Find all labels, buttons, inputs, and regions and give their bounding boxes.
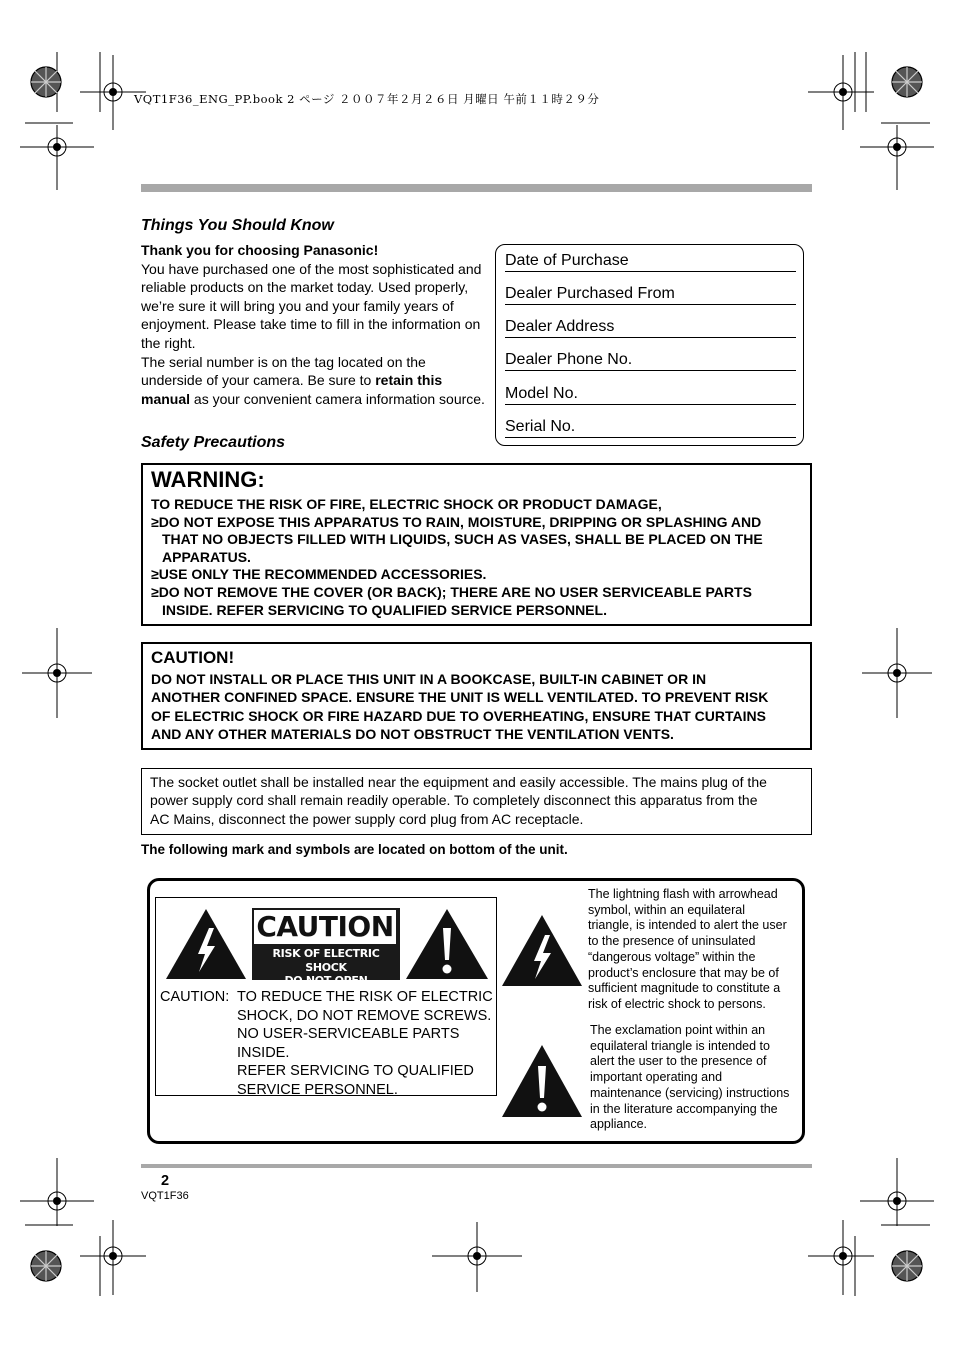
lightning-description	[588, 887, 800, 1013]
exclamation-point-symbol-icon	[501, 1044, 583, 1118]
caution-plate-subtext	[252, 947, 400, 988]
socket-line-1: The socket outlet shall be installed near the equipment and easily accessible. The mains plug of the	[150, 774, 767, 790]
warning-item-3-line-2: INSIDE. REFER SERVICING TO QUALIFIED SERVICE PERSONNEL.	[162, 601, 607, 618]
warning-item-1-line-2: THAT NO OBJECTS FILLED WITH LIQUIDS, SUCH AS VASES, SHALL BE PLACED ON THE	[162, 531, 763, 548]
caution-line-3: OF ELECTRIC SHOCK OR FIRE HAZARD DUE TO OVERHEATING, ENSURE THAT CURTAINS	[151, 707, 766, 724]
caution-title: CAUTION!	[151, 648, 235, 667]
model-code: VQT1F36	[141, 1190, 189, 1202]
caption-prefix: CAUTION:	[160, 989, 230, 1005]
caption-body	[237, 988, 493, 1099]
symbols-panel	[147, 878, 805, 1144]
lightning-desc-line: “dangerous voltage” within the	[588, 949, 756, 964]
exclamation-desc-line: equilateral triangle is intended to	[590, 1038, 770, 1053]
warning-item-3	[151, 584, 801, 602]
caption-line-1: TO REDUCE THE RISK OF ELECTRIC	[237, 989, 493, 1005]
field-dealer-purchased-from[interactable]: Dealer Purchased From	[505, 285, 796, 305]
caution-line-1: DO NOT INSTALL OR PLACE THIS UNIT IN A BOOKCASE, BUILT-IN CABINET OR IN	[151, 671, 707, 687]
top-rule-bar	[141, 184, 812, 192]
thank-you-heading: Thank you for choosing Panasonic!	[141, 242, 379, 258]
lightning-desc-line: product’s enclosure that may be of	[588, 965, 779, 980]
warning-item-2-text: USE ONLY THE RECOMMENDED ACCESSORIES.	[158, 566, 487, 583]
intro-text	[141, 241, 486, 408]
lightning-desc-line: triangle, is intended to alert the user	[588, 918, 787, 933]
lightning-desc-line: symbol, within an equilateral	[588, 902, 746, 917]
exclamation-desc-line: maintenance (servicing) instructions	[590, 1085, 790, 1100]
exclamation-description	[590, 1023, 802, 1133]
bullet-icon: ≥	[151, 583, 159, 600]
warning-item-1	[151, 514, 801, 532]
intro-p2-start: The serial number is on the tag located on the underside of your camera. Be sure to	[141, 353, 426, 389]
intro-paragraph-2	[141, 353, 486, 409]
label-caption	[160, 988, 493, 1098]
caption-line-2: SHOCK, DO NOT REMOVE SCREWS.	[237, 1007, 492, 1024]
bottom-rule-bar	[141, 1164, 812, 1168]
caution-plate	[252, 908, 400, 987]
plate-line-1: RISK OF ELECTRIC SHOCK	[272, 947, 380, 974]
caution-plate-title: CAUTION	[254, 910, 396, 944]
marks-intro: The following mark and symbols are located on bottom of the unit.	[141, 842, 568, 857]
caution-text	[151, 670, 806, 744]
socket-line-3: AC Mains, disconnect the power supply cord plug from AC receptacle.	[150, 810, 584, 827]
warning-box	[141, 463, 812, 626]
plate-line-2: DO NOT OPEN	[284, 974, 368, 987]
lightning-flash-symbol-icon	[501, 914, 583, 987]
exclamation-desc-line: important operating and	[590, 1070, 723, 1085]
bullet-icon: ≥	[151, 566, 159, 583]
socket-line-2: power supply cord shall remain readily operable. To completely disconnect this apparatus from the	[150, 792, 758, 809]
section-title-things-to-know: Things You Should Know	[141, 217, 334, 234]
lightning-triangle-icon	[165, 908, 247, 980]
field-serial-no[interactable]: Serial No.	[505, 418, 796, 438]
exclamation-desc-line: appliance.	[590, 1117, 647, 1132]
caption-line-4: INSIDE.	[237, 1044, 290, 1061]
intro-p2-bold: retain this manual	[141, 372, 443, 407]
exclamation-triangle-icon	[405, 908, 489, 980]
exclamation-desc-line: alert the user to the presence of	[590, 1054, 767, 1069]
field-dealer-phone[interactable]: Dealer Phone No.	[505, 351, 796, 371]
caution-line-2: ANOTHER CONFINED SPACE. ENSURE THE UNIT IS WELL VENTILATED. TO PREVENT RISK	[151, 689, 769, 706]
purchase-record-box	[495, 244, 804, 446]
lightning-desc-line: The lightning flash with arrowhead	[588, 887, 778, 901]
warning-lead: TO REDUCE THE RISK OF FIRE, ELECTRIC SHOCK OR PRODUCT DAMAGE,	[151, 496, 662, 512]
caution-box	[141, 642, 812, 750]
caution-line-4: AND ANY OTHER MATERIALS DO NOT OBSTRUCT THE VENTILATION VENTS.	[151, 726, 674, 743]
section-title-safety: Safety Precautions	[141, 434, 286, 451]
page-number: 2	[161, 1173, 170, 1189]
intro-p2-end: as your convenient camera information source.	[190, 390, 485, 407]
lightning-desc-line: to the presence of uninsulated	[588, 934, 756, 949]
caption-line-6: SERVICE PERSONNEL.	[237, 1081, 398, 1098]
field-date-of-purchase[interactable]: Date of Purchase	[505, 252, 796, 272]
field-model-no[interactable]: Model No.	[505, 385, 796, 405]
exclamation-desc-line: in the literature accompanying the	[590, 1101, 778, 1116]
caption-line-3: NO USER-SERVICEABLE PARTS	[237, 1026, 460, 1042]
exclamation-desc-line: The exclamation point within an	[590, 1023, 766, 1037]
field-dealer-address[interactable]: Dealer Address	[505, 318, 796, 338]
warning-item-3-line-1: DO NOT REMOVE THE COVER (OR BACK); THERE ARE NO USER SERVICEABLE PARTS	[158, 583, 752, 600]
warning-item-2	[151, 566, 801, 584]
warning-item-1-line-1: DO NOT EXPOSE THIS APPARATUS TO RAIN, MOISTURE, DRIPPING OR SPLASHING AND	[158, 513, 762, 530]
lightning-desc-line: risk of electric shock to persons.	[588, 996, 766, 1011]
caution-label	[155, 897, 497, 1096]
print-info-header: VQT1F36_ENG_PP.book 2 ページ ２００７年２月２６日 月曜日 午前１１時２９分	[134, 92, 600, 106]
lightning-desc-line: sufficient magnitude to constitute a	[588, 981, 781, 996]
intro-paragraph-1: You have purchased one of the most sophisticated and reliable products on the market today. Used properly, we’re sure it will bring you and your family years of enjoyment. Please take time to fill in the information on the right.	[141, 260, 482, 351]
socket-outlet-notice	[141, 768, 812, 835]
bullet-icon: ≥	[151, 513, 159, 530]
warning-text	[151, 496, 801, 619]
warning-item-1-line-3: APPARATUS.	[162, 548, 251, 565]
caption-line-5: REFER SERVICING TO QUALIFIED	[237, 1063, 474, 1079]
warning-title: WARNING:	[151, 467, 265, 492]
